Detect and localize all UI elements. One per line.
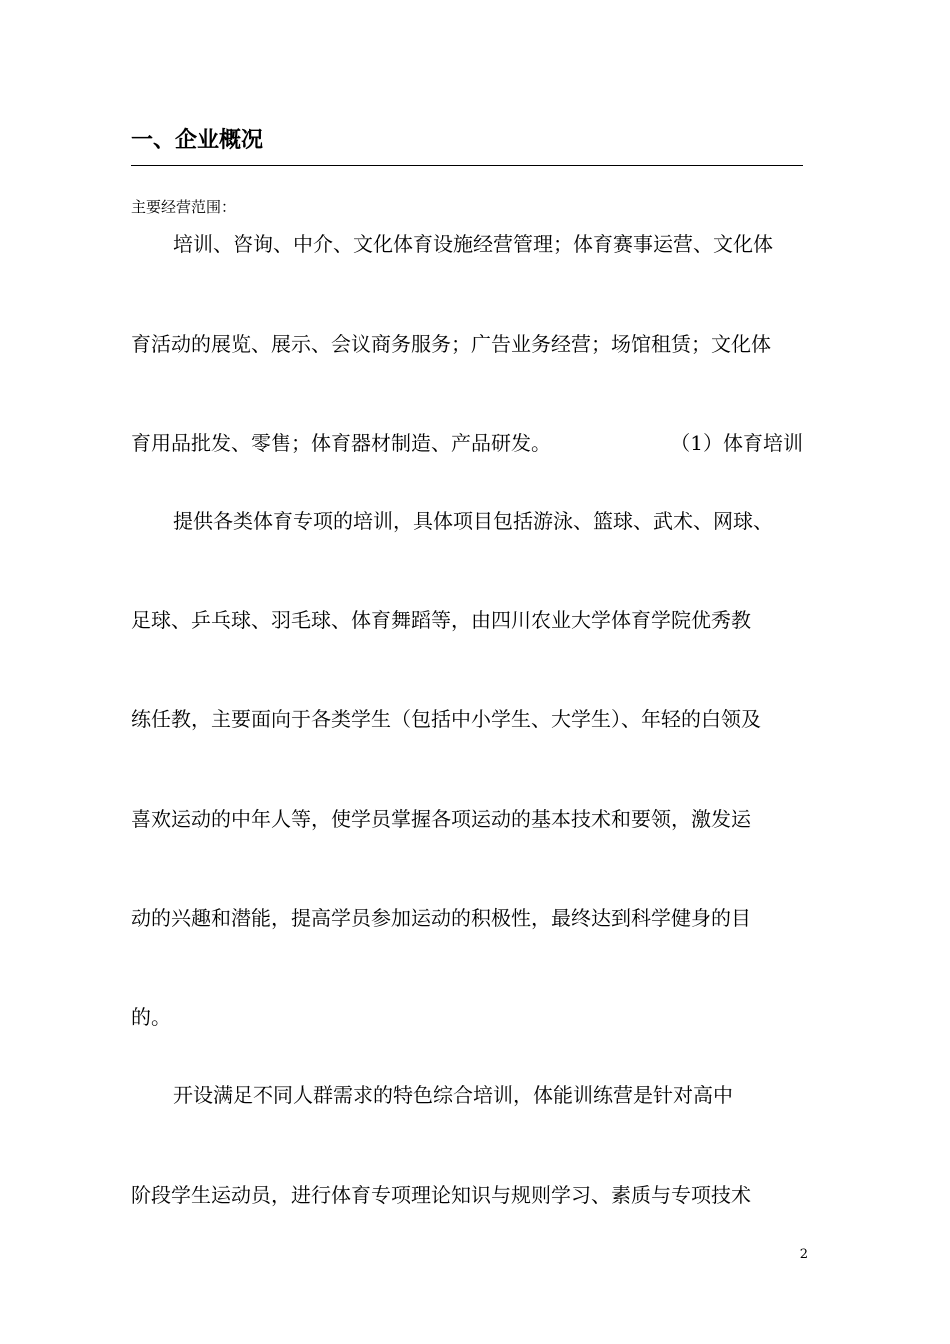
paragraph-line: 练任教，主要面向于各类学生（包括中小学生、大学生）、年轻的白领及 [131,707,761,731]
heading-underline [131,165,803,166]
paragraph-line: 培训、咨询、中介、文化体育设施经营管理；体育赛事运营、文化体 [173,232,773,256]
paragraph-line: 喜欢运动的中年人等，使学员掌握各项运动的基本技术和要领，激发运 [131,807,751,831]
paragraph-line: 足球、乒乓球、羽毛球、体育舞蹈等，由四川农业大学体育学院优秀教 [131,608,751,632]
paragraph-line: 育活动的展览、展示、会议商务服务；广告业务经营；场馆租赁；文化体 [131,332,771,356]
business-scope-label: 主要经营范围： [131,198,237,216]
paragraph-line: 的。 [131,1005,171,1029]
subheading-sports-training: （1）体育培训 [670,431,803,455]
paragraph-line: 动的兴趣和潜能，提高学员参加运动的积极性，最终达到科学健身的目 [131,906,751,930]
paragraph-text: 育用品批发、零售；体育器材制造、产品研发。 [131,431,551,455]
paragraph-line: 提供各类体育专项的培训，具体项目包括游泳、篮球、武术、网球、 [173,509,773,533]
page-number: 2 [799,1247,808,1262]
section-heading: 一、企业概况 [131,128,264,153]
paragraph-line: 开设满足不同人群需求的特色综合培训，体能训练营是针对高中 [173,1083,733,1107]
paragraph-line: 阶段学生运动员，进行体育专项理论知识与规则学习、素质与专项技术 [131,1183,751,1207]
paragraph-line-with-subheading [131,428,803,458]
